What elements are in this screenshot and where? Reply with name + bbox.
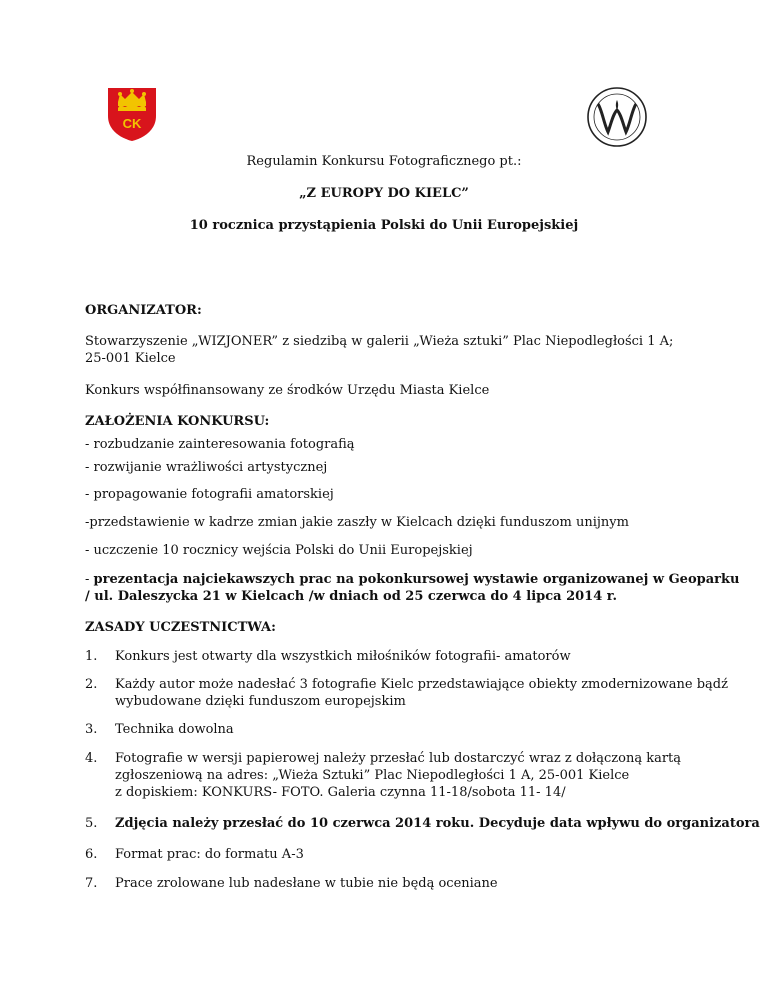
kielce-coat-of-arms-logo — [104, 86, 160, 142]
funding-note: Konkurs współfinansowany ze środków Urzędu Miasta Kielce — [85, 383, 490, 398]
rule-text: Format prac: do formatu A-3 — [115, 847, 304, 862]
document-title: Regulamin Konkursu Fotograficznego pt.: — [246, 154, 522, 169]
rule-text-cont: wybudowane dzięki funduszom europejskim — [115, 694, 406, 709]
rule-number: 1. — [85, 649, 98, 664]
rule-item — [85, 649, 571, 664]
contest-name: „Z EUROPY DO KIELC” — [299, 186, 469, 201]
rule-text: Prace zrolowane lub nadesłane w tubie nie będą oceniane — [115, 876, 498, 891]
contest-occasion: 10 rocznica przystąpienia Polski do Unii Europejskiej — [189, 218, 579, 233]
rule-item — [85, 847, 304, 862]
goal-item-exhibition — [85, 572, 739, 587]
rule-item — [85, 722, 234, 737]
goal-item: - rozwijanie wrażliwości artystycznej — [85, 460, 328, 475]
rule-number: 3. — [85, 722, 98, 737]
rule-number: 5. — [85, 816, 98, 831]
goal-exhibition-text-cont: / ul. Daleszycka 21 w Kielcach /w dniach od 25 czerwca do 4 lipca 2014 r. — [85, 589, 617, 604]
rule-number: 2. — [85, 677, 98, 692]
rule-text: Zdjęcia należy przesłać do 10 czerwca 2014 roku. Decyduje data wpływu do organizatora — [115, 816, 760, 831]
rule-text: Fotografie w wersji papierowej należy przesłać lub dostarczyć wraz z dołączoną kartą — [115, 751, 682, 766]
goal-dash: - — [85, 572, 94, 587]
rules-heading: ZASADY UCZESTNICTWA: — [85, 620, 276, 635]
goal-item: - propagowanie fotografii amatorskiej — [85, 487, 334, 502]
rule-text: Konkurs jest otwarty dla wszystkich miłośników fotografii- amatorów — [115, 649, 571, 664]
organizer-heading: ORGANIZATOR: — [85, 303, 202, 318]
organizer-address-line2: 25-001 Kielce — [85, 351, 176, 366]
organizer-address-line1: Stowarzyszenie „WIZJONER” z siedzibą w galerii „Wieża sztuki” Plac Niepodległości 1 A; — [85, 334, 674, 349]
rule-item — [85, 751, 681, 766]
rule-text-cont: zgłoszeniową na adres: „Wieża Sztuki” Plac Niepodległości 1 A, 25-001 Kielce — [115, 768, 630, 783]
rule-item — [85, 816, 760, 831]
rule-number: 4. — [85, 751, 98, 766]
rule-item — [85, 876, 498, 891]
rule-number: 7. — [85, 876, 98, 891]
rule-item — [85, 677, 728, 692]
goal-item: -przedstawienie w kadrze zmian jakie zaszły w Kielcach dzięki funduszom unijnym — [85, 515, 629, 530]
goal-item: - rozbudzanie zainteresowania fotografią — [85, 437, 355, 452]
goal-exhibition-text: prezentacja najciekawszych prac na pokonkursowej wystawie organizowanej w Geoparku — [93, 572, 740, 587]
rule-text: Technika dowolna — [115, 722, 234, 737]
goal-item: - uczczenie 10 rocznicy wejścia Polski do Unii Europejskiej — [85, 543, 473, 558]
rule-text-cont: z dopiskiem: KONKURS- FOTO. Galeria czynna 11-18/sobota 11- 14/ — [115, 785, 566, 800]
wizjoner-logo — [586, 86, 648, 148]
rule-number: 6. — [85, 847, 98, 862]
rule-text: Każdy autor może nadesłać 3 fotografie Kielc przedstawiające obiekty zmodernizowane bądź — [115, 677, 728, 692]
svg-text:CK: CK — [122, 116, 142, 131]
goals-heading: ZAŁOŻENIA KONKURSU: — [85, 414, 270, 429]
